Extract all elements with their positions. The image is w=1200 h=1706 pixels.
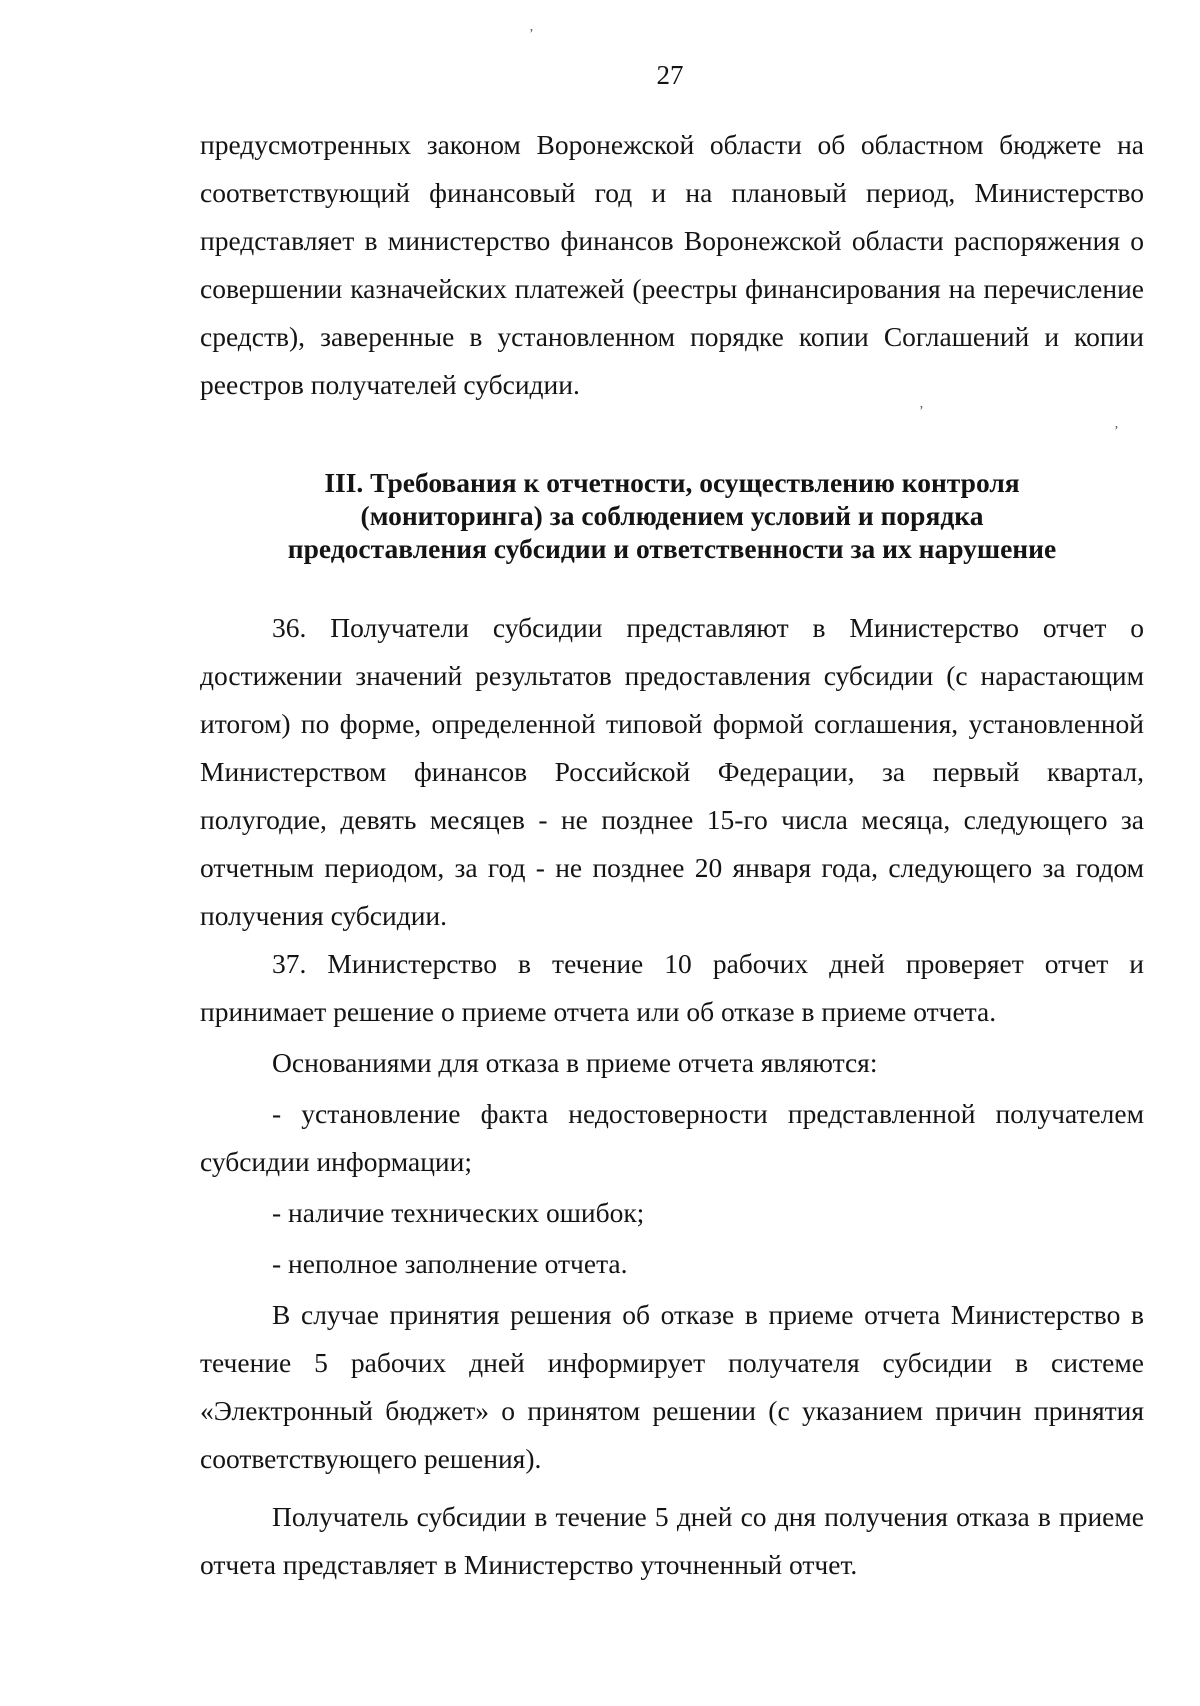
refusal-ground-item: - наличие технических ошибок; <box>272 1197 645 1228</box>
section-heading-line-2: (мониторинга) за соблюдением условий и порядка <box>360 500 984 531</box>
scan-speck: ʼ <box>1114 424 1119 439</box>
paragraph-36: 36. Получатели субсидии представляют в Министерство отчет о достижении значений результатов предоставления субсидии (с нарастающим итогом) по форме, определенной типовой формой соглашения, установленной Министерством финансов Российской Федерации, за первый квартал, полугодие, девять месяцев - не позднее 15-го числа месяца, следующего за отчетным периодом, за год - не позднее 20 января года, следующего за годом получения субсидии. <box>200 612 1144 931</box>
scan-speck: ʼ <box>919 404 924 419</box>
section-heading-line-1: III. Требования к отчетности, осуществлению контроля <box>324 467 1020 498</box>
paragraph-37: 37. Министерство в течение 10 рабочих дней проверяет отчет и принимает решение о приеме отчета или об отказе в приеме отчета. <box>200 948 1144 1027</box>
corrected-report-paragraph: Получатель субсидии в течение 5 дней со дня получения отказа в приеме отчета представляет в Министерство уточненный отчет. <box>200 1501 1144 1580</box>
refusal-ground-item: - неполное заполнение отчета. <box>272 1248 628 1279</box>
section-heading-line-3: предоставления субсидии и ответственности за их нарушение <box>287 533 1057 564</box>
refusal-ground-item: - установление факта недостоверности представленной получателем субсидии информации; <box>200 1098 1144 1177</box>
section-body <box>200 604 1144 1589</box>
scan-speck: ʼ <box>529 27 534 42</box>
page-number: 27 <box>656 60 684 90</box>
intro-paragraph: предусмотренных законом Воронежской области об областном бюджете на соответствующий финансовый год и на плановый период, Министерство представляет в министерство финансов Воронежской области распоряжения о совершении казначейских платежей (реестры финансирования на перечисление средств), заверенные в установленном порядке копии Соглашений и копии реестров получателей субсидии. <box>200 129 1144 400</box>
intro-block <box>200 121 1144 409</box>
refusal-grounds-intro: Основаниями для отказа в приеме отчета являются: <box>272 1047 878 1078</box>
section-heading <box>200 466 1144 565</box>
refusal-notification-paragraph: В случае принятия решения об отказе в приеме отчета Министерство в течение 5 рабочих дней информирует получателя субсидии в системе «Электронный бюджет» о принятом решении (с указанием причин принятия соответствующего решения). <box>200 1299 1144 1474</box>
